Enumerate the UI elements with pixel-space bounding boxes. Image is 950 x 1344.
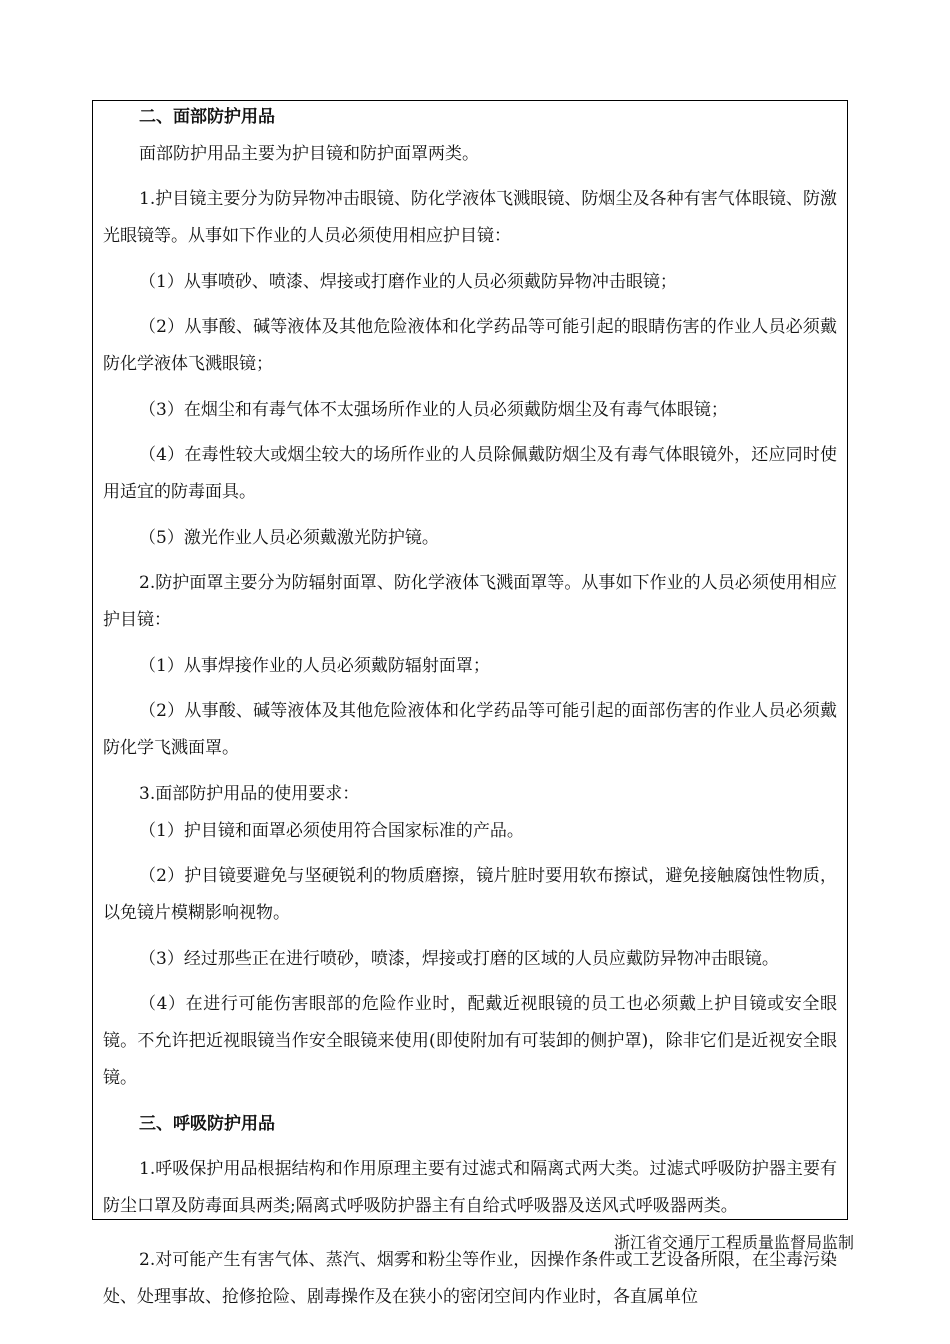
paragraph: （2）从事酸、碱等液体及其他危险液体和化学药品等可能引起的面部伤害的作业人员必须戴防化学飞溅面罩。 [103,701,837,758]
footer-supervision-note: 浙江省交通厅工程质量监督局监制 [613,1233,854,1252]
paragraph: （1）从事焊接作业的人员必须戴防辐射面罩； [139,656,490,676]
section-heading-face-protection: 二、面部防护用品 [139,107,275,127]
paragraph: 2.防护面罩主要分为防辐射面罩、防化学液体飞溅面罩等。从事如下作业的人员必须使用相应护目镜： [103,573,837,630]
section-heading-respiratory-protection: 三、呼吸防护用品 [139,1114,275,1134]
paragraph: 1.护目镜主要分为防异物冲击眼镜、防化学液体飞溅眼镜、防烟尘及各种有害气体眼镜、防激光眼镜等。从事如下作业的人员必须使用相应护目镜： [103,189,837,246]
paragraph: （3）在烟尘和有毒气体不太强场所作业的人员必须戴防烟尘及有毒气体眼镜； [139,400,728,420]
paragraph: 2.对可能产生有害气体、蒸汽、烟雾和粉尘等作业，因操作条件或工艺设备所限，在尘毒污染处、处理事故、抢修抢险、剧毒操作及在狭小的密闭空间内作业时，各直属单位 [103,1250,837,1307]
paragraph: （2）护目镜要避免与坚硬锐利的物质磨擦，镜片脏时要用软布擦试，避免接触腐蚀性物质，以免镜片模糊影响视物。 [103,866,837,923]
paragraph: 面部防护用品主要为护目镜和防护面罩两类。 [139,144,479,164]
paragraph: （4）在毒性较大或烟尘较大的场所作业的人员除佩戴防烟尘及有毒气体眼镜外，还应同时使用适宜的防毒面具。 [103,445,837,502]
paragraph: （4）在进行可能伤害眼部的危险作业时，配戴近视眼镜的员工也必须戴上护目镜或安全眼镜。不允许把近视眼镜当作安全眼镜来使用(即使附加有可装卸的侧护罩)，除非它们是近视安全眼镜。 [103,994,837,1088]
paragraph: （1）从事喷砂、喷漆、焊接或打磨作业的人员必须戴防异物冲击眼镜； [139,272,677,292]
paragraph: 1.呼吸保护用品根据结构和作用原理主要有过滤式和隔离式两大类。过滤式呼吸防护器主要有防尘口罩及防毒面具两类;隔离式呼吸防护器主有自给式呼吸器及送风式呼吸器两类。 [103,1159,837,1216]
paragraph: （3）经过那些正在进行喷砂，喷漆，焊接或打磨的区域的人员应戴防异物冲击眼镜。 [139,949,779,969]
paragraph: （5）激光作业人员必须戴激光防护镜。 [139,528,439,548]
paragraph: （2）从事酸、碱等液体及其他危险液体和化学药品等可能引起的眼睛伤害的作业人员必须戴防化学液体飞溅眼镜； [103,317,837,374]
paragraph: （1）护目镜和面罩必须使用符合国家标准的产品。 [139,821,524,841]
paragraph: 3.面部防护用品的使用要求： [139,784,360,804]
